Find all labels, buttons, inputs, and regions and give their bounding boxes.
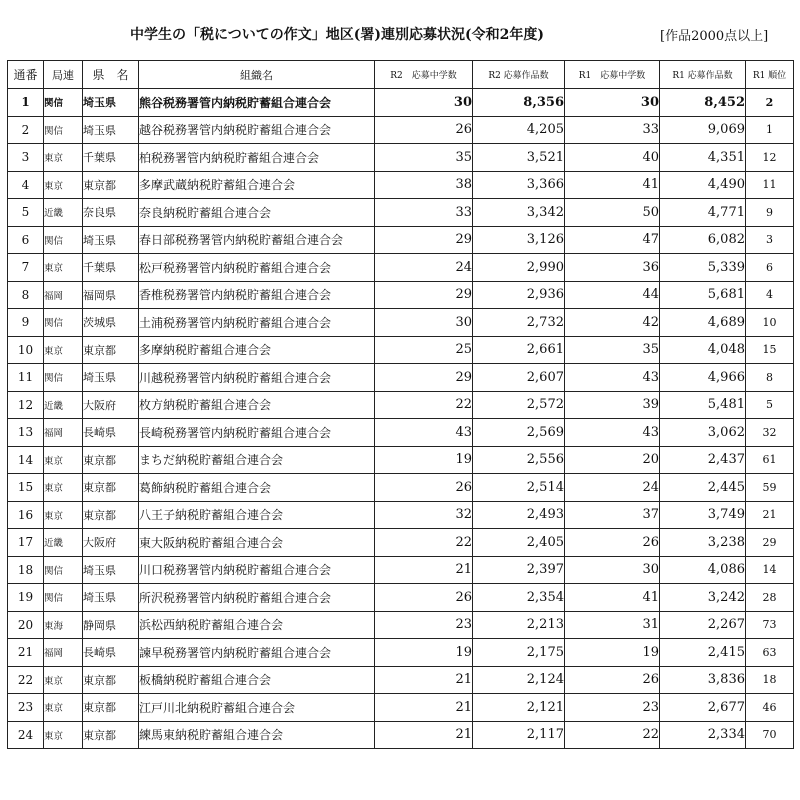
cell-region: 東京 xyxy=(44,694,83,722)
cell-r1-rank: 8 xyxy=(746,364,794,392)
cell-r2-works: 2,405 xyxy=(473,529,565,557)
cell-r1-rank: 59 xyxy=(746,474,794,502)
cell-r2-works: 2,569 xyxy=(473,419,565,447)
cell-r1-schools: 26 xyxy=(565,666,660,694)
cell-no: 16 xyxy=(8,501,44,529)
table-row xyxy=(8,556,794,584)
cell-region: 東京 xyxy=(44,666,83,694)
cell-region: 近畿 xyxy=(44,529,83,557)
table-row xyxy=(8,391,794,419)
document-header xyxy=(0,24,800,44)
cell-r1-rank: 15 xyxy=(746,336,794,364)
cell-r1-schools: 41 xyxy=(565,171,660,199)
cell-r2-works: 3,521 xyxy=(473,144,565,172)
cell-r1-rank: 1 xyxy=(746,116,794,144)
cell-region: 近畿 xyxy=(44,199,83,227)
cell-r1-works: 9,069 xyxy=(660,116,746,144)
cell-r1-schools: 41 xyxy=(565,584,660,612)
cell-pref: 奈良県 xyxy=(83,199,139,227)
cell-org: 東大阪納税貯蓄組合連合会 xyxy=(139,529,375,557)
cell-region: 関信 xyxy=(44,364,83,392)
cell-pref: 東京都 xyxy=(83,501,139,529)
cell-no: 10 xyxy=(8,336,44,364)
cell-org: 奈良納税貯蓄組合連合会 xyxy=(139,199,375,227)
cell-r2-works: 2,990 xyxy=(473,254,565,282)
cell-r2-works: 3,342 xyxy=(473,199,565,227)
header-r2-schools: R2 応募中学数 xyxy=(375,61,473,89)
cell-no: 14 xyxy=(8,446,44,474)
cell-r2-schools: 26 xyxy=(375,584,473,612)
cell-r1-works: 5,481 xyxy=(660,391,746,419)
cell-r1-works: 2,415 xyxy=(660,639,746,667)
cell-r2-works: 2,493 xyxy=(473,501,565,529)
cell-r1-rank: 32 xyxy=(746,419,794,447)
cell-org: 江戸川北納税貯蓄組合連合会 xyxy=(139,694,375,722)
cell-r2-schools: 29 xyxy=(375,226,473,254)
cell-r1-schools: 43 xyxy=(565,419,660,447)
cell-no: 12 xyxy=(8,391,44,419)
cell-region: 東京 xyxy=(44,171,83,199)
header-r1-schools: R1 応募中学数 xyxy=(565,61,660,89)
cell-r1-rank: 21 xyxy=(746,501,794,529)
cell-r2-works: 2,397 xyxy=(473,556,565,584)
table-row xyxy=(8,309,794,337)
cell-r2-works: 2,213 xyxy=(473,611,565,639)
cell-r1-rank: 29 xyxy=(746,529,794,557)
cell-r1-rank: 73 xyxy=(746,611,794,639)
cell-pref: 埼玉県 xyxy=(83,226,139,254)
cell-region: 関信 xyxy=(44,226,83,254)
cell-r2-schools: 23 xyxy=(375,611,473,639)
cell-region: 東京 xyxy=(44,144,83,172)
cell-r2-works: 4,205 xyxy=(473,116,565,144)
cell-r1-schools: 23 xyxy=(565,694,660,722)
cell-org: 諫早税務署管内納税貯蓄組合連合会 xyxy=(139,639,375,667)
cell-r1-works: 3,238 xyxy=(660,529,746,557)
cell-r2-works: 2,514 xyxy=(473,474,565,502)
cell-pref: 東京都 xyxy=(83,171,139,199)
cell-pref: 埼玉県 xyxy=(83,116,139,144)
table-row xyxy=(8,419,794,447)
cell-pref: 長崎県 xyxy=(83,639,139,667)
table-row xyxy=(8,721,794,749)
cell-r1-schools: 33 xyxy=(565,116,660,144)
cell-r1-works: 3,836 xyxy=(660,666,746,694)
cell-org: 多摩武蔵納税貯蓄組合連合会 xyxy=(139,171,375,199)
cell-r1-rank: 2 xyxy=(746,89,794,117)
table-row xyxy=(8,584,794,612)
cell-org: 板橋納税貯蓄組合連合会 xyxy=(139,666,375,694)
cell-no: 9 xyxy=(8,309,44,337)
table-row xyxy=(8,226,794,254)
table-row xyxy=(8,639,794,667)
cell-org: 多摩納税貯蓄組合連合会 xyxy=(139,336,375,364)
table-row xyxy=(8,666,794,694)
cell-r1-schools: 20 xyxy=(565,446,660,474)
cell-pref: 東京都 xyxy=(83,336,139,364)
cell-org: 松戸税務署管内納税貯蓄組合連合会 xyxy=(139,254,375,282)
cell-r1-schools: 43 xyxy=(565,364,660,392)
cell-r1-works: 4,689 xyxy=(660,309,746,337)
cell-r1-works: 4,086 xyxy=(660,556,746,584)
table-row xyxy=(8,144,794,172)
cell-r1-rank: 4 xyxy=(746,281,794,309)
cell-r1-rank: 9 xyxy=(746,199,794,227)
cell-r2-schools: 32 xyxy=(375,501,473,529)
cell-r1-works: 2,267 xyxy=(660,611,746,639)
cell-pref: 大阪府 xyxy=(83,391,139,419)
cell-org: 八王子納税貯蓄組合連合会 xyxy=(139,501,375,529)
cell-r2-works: 2,607 xyxy=(473,364,565,392)
cell-region: 東京 xyxy=(44,254,83,282)
cell-r2-schools: 38 xyxy=(375,171,473,199)
table-row xyxy=(8,474,794,502)
cell-region: 関信 xyxy=(44,89,83,117)
cell-r1-works: 2,677 xyxy=(660,694,746,722)
table-row xyxy=(8,254,794,282)
cell-no: 11 xyxy=(8,364,44,392)
cell-org: 枚方納税貯蓄組合連合会 xyxy=(139,391,375,419)
cell-r1-rank: 6 xyxy=(746,254,794,282)
cell-org: 長崎税務署管内納税貯蓄組合連合会 xyxy=(139,419,375,447)
cell-org: 川口税務署管内納税貯蓄組合連合会 xyxy=(139,556,375,584)
header-r2-works: R2 応募作品数 xyxy=(473,61,565,89)
table-row xyxy=(8,116,794,144)
cell-r2-works: 2,661 xyxy=(473,336,565,364)
cell-r2-schools: 25 xyxy=(375,336,473,364)
cell-no: 6 xyxy=(8,226,44,254)
table-row xyxy=(8,199,794,227)
table-row xyxy=(8,336,794,364)
cell-r1-rank: 3 xyxy=(746,226,794,254)
cell-r2-works: 2,124 xyxy=(473,666,565,694)
cell-region: 福岡 xyxy=(44,281,83,309)
cell-pref: 長崎県 xyxy=(83,419,139,447)
cell-r1-rank: 14 xyxy=(746,556,794,584)
cell-r1-rank: 10 xyxy=(746,309,794,337)
cell-org: 葛飾納税貯蓄組合連合会 xyxy=(139,474,375,502)
cell-pref: 静岡県 xyxy=(83,611,139,639)
cell-no: 20 xyxy=(8,611,44,639)
cell-r2-schools: 30 xyxy=(375,309,473,337)
cell-no: 1 xyxy=(8,89,44,117)
cell-pref: 埼玉県 xyxy=(83,556,139,584)
cell-r1-rank: 70 xyxy=(746,721,794,749)
cell-org: 練馬東納税貯蓄組合連合会 xyxy=(139,721,375,749)
cell-no: 8 xyxy=(8,281,44,309)
cell-pref: 東京都 xyxy=(83,721,139,749)
cell-r2-schools: 43 xyxy=(375,419,473,447)
cell-r2-works: 2,936 xyxy=(473,281,565,309)
cell-region: 東京 xyxy=(44,446,83,474)
table-row xyxy=(8,89,794,117)
cell-region: 近畿 xyxy=(44,391,83,419)
cell-no: 7 xyxy=(8,254,44,282)
cell-r2-works: 2,572 xyxy=(473,391,565,419)
table-row xyxy=(8,611,794,639)
cell-r1-schools: 24 xyxy=(565,474,660,502)
cell-r1-schools: 35 xyxy=(565,336,660,364)
cell-r1-rank: 11 xyxy=(746,171,794,199)
cell-r1-schools: 22 xyxy=(565,721,660,749)
cell-r1-works: 3,062 xyxy=(660,419,746,447)
cell-region: 東海 xyxy=(44,611,83,639)
cell-r2-schools: 30 xyxy=(375,89,473,117)
cell-no: 24 xyxy=(8,721,44,749)
cell-org: まちだ納税貯蓄組合連合会 xyxy=(139,446,375,474)
cell-pref: 千葉県 xyxy=(83,254,139,282)
cell-r1-works: 4,490 xyxy=(660,171,746,199)
cell-r1-schools: 26 xyxy=(565,529,660,557)
cell-r2-works: 2,121 xyxy=(473,694,565,722)
cell-pref: 埼玉県 xyxy=(83,89,139,117)
cell-r2-schools: 24 xyxy=(375,254,473,282)
header-r1-works: R1 応募作品数 xyxy=(660,61,746,89)
cell-r2-works: 2,354 xyxy=(473,584,565,612)
cell-region: 東京 xyxy=(44,501,83,529)
cell-pref: 茨城県 xyxy=(83,309,139,337)
cell-region: 関信 xyxy=(44,309,83,337)
cell-no: 5 xyxy=(8,199,44,227)
cell-r2-schools: 21 xyxy=(375,666,473,694)
cell-org: 越谷税務署管内納税貯蓄組合連合会 xyxy=(139,116,375,144)
table-row xyxy=(8,501,794,529)
cell-region: 関信 xyxy=(44,584,83,612)
document-title: 中学生の「税についての作文」地区(署)連別応募状況(令和2年度) xyxy=(130,27,544,43)
cell-r1-schools: 36 xyxy=(565,254,660,282)
cell-r1-rank: 18 xyxy=(746,666,794,694)
cell-org: 柏税務署管内納税貯蓄組合連合会 xyxy=(139,144,375,172)
cell-no: 3 xyxy=(8,144,44,172)
table-row xyxy=(8,171,794,199)
cell-r1-schools: 37 xyxy=(565,501,660,529)
header-r1-rank: R1 順位 xyxy=(746,61,794,89)
table-row xyxy=(8,529,794,557)
cell-no: 2 xyxy=(8,116,44,144)
cell-r2-works: 3,366 xyxy=(473,171,565,199)
cell-r2-works: 2,175 xyxy=(473,639,565,667)
cell-r1-schools: 44 xyxy=(565,281,660,309)
cell-no: 13 xyxy=(8,419,44,447)
cell-pref: 埼玉県 xyxy=(83,364,139,392)
cell-region: 関信 xyxy=(44,116,83,144)
cell-r1-rank: 63 xyxy=(746,639,794,667)
cell-r2-schools: 21 xyxy=(375,721,473,749)
cell-r2-schools: 19 xyxy=(375,446,473,474)
cell-r2-schools: 29 xyxy=(375,364,473,392)
cell-r1-rank: 12 xyxy=(746,144,794,172)
cell-r1-schools: 50 xyxy=(565,199,660,227)
cell-r2-works: 3,126 xyxy=(473,226,565,254)
cell-r1-rank: 5 xyxy=(746,391,794,419)
cell-region: 東京 xyxy=(44,336,83,364)
cell-no: 4 xyxy=(8,171,44,199)
cell-r1-rank: 28 xyxy=(746,584,794,612)
cell-r1-works: 4,048 xyxy=(660,336,746,364)
cell-r1-works: 4,771 xyxy=(660,199,746,227)
cell-pref: 東京都 xyxy=(83,474,139,502)
cell-r2-schools: 26 xyxy=(375,116,473,144)
cell-no: 23 xyxy=(8,694,44,722)
table-row xyxy=(8,364,794,392)
cell-r1-schools: 39 xyxy=(565,391,660,419)
cell-region: 関信 xyxy=(44,556,83,584)
cell-r1-rank: 61 xyxy=(746,446,794,474)
cell-org: 土浦税務署管内納税貯蓄組合連合会 xyxy=(139,309,375,337)
cell-r2-schools: 22 xyxy=(375,391,473,419)
cell-region: 東京 xyxy=(44,474,83,502)
header-region: 局連 xyxy=(44,61,83,89)
cell-pref: 福岡県 xyxy=(83,281,139,309)
cell-r2-schools: 21 xyxy=(375,694,473,722)
cell-r1-schools: 30 xyxy=(565,89,660,117)
cell-r1-works: 3,749 xyxy=(660,501,746,529)
cell-org: 熊谷税務署管内納税貯蓄組合連合会 xyxy=(139,89,375,117)
header-no: 通番 xyxy=(8,61,44,89)
cell-pref: 大阪府 xyxy=(83,529,139,557)
cell-org: 浜松西納税貯蓄組合連合会 xyxy=(139,611,375,639)
cell-org: 所沢税務署管内納税貯蓄組合連合会 xyxy=(139,584,375,612)
header-pref: 県 名 xyxy=(83,61,139,89)
cell-no: 22 xyxy=(8,666,44,694)
cell-pref: 東京都 xyxy=(83,666,139,694)
cell-r2-schools: 21 xyxy=(375,556,473,584)
cell-r2-schools: 22 xyxy=(375,529,473,557)
cell-r2-schools: 26 xyxy=(375,474,473,502)
cell-pref: 東京都 xyxy=(83,446,139,474)
cell-r1-works: 8,452 xyxy=(660,89,746,117)
cell-r1-works: 2,445 xyxy=(660,474,746,502)
cell-r1-works: 6,082 xyxy=(660,226,746,254)
cell-r1-schools: 19 xyxy=(565,639,660,667)
cell-r2-works: 2,117 xyxy=(473,721,565,749)
cell-r2-schools: 29 xyxy=(375,281,473,309)
cell-r2-works: 2,556 xyxy=(473,446,565,474)
cell-r1-schools: 47 xyxy=(565,226,660,254)
entries-table xyxy=(7,60,794,749)
cell-org: 香椎税務署管内納税貯蓄組合連合会 xyxy=(139,281,375,309)
cell-org: 川越税務署管内納税貯蓄組合連合会 xyxy=(139,364,375,392)
cell-r1-works: 4,351 xyxy=(660,144,746,172)
cell-r1-rank: 46 xyxy=(746,694,794,722)
header-row xyxy=(8,61,794,89)
threshold-note: [作品2000点以上] xyxy=(660,29,769,44)
cell-r2-schools: 19 xyxy=(375,639,473,667)
cell-no: 18 xyxy=(8,556,44,584)
cell-r2-works: 8,356 xyxy=(473,89,565,117)
cell-r2-works: 2,732 xyxy=(473,309,565,337)
cell-region: 東京 xyxy=(44,721,83,749)
cell-r1-schools: 30 xyxy=(565,556,660,584)
cell-r1-schools: 31 xyxy=(565,611,660,639)
cell-no: 21 xyxy=(8,639,44,667)
cell-r2-schools: 35 xyxy=(375,144,473,172)
cell-region: 福岡 xyxy=(44,419,83,447)
header-org: 組織名 xyxy=(139,61,375,89)
cell-no: 19 xyxy=(8,584,44,612)
cell-r1-works: 5,681 xyxy=(660,281,746,309)
cell-r2-schools: 33 xyxy=(375,199,473,227)
cell-r1-schools: 40 xyxy=(565,144,660,172)
cell-pref: 東京都 xyxy=(83,694,139,722)
cell-r1-works: 5,339 xyxy=(660,254,746,282)
table-row xyxy=(8,281,794,309)
cell-r1-works: 2,334 xyxy=(660,721,746,749)
cell-pref: 埼玉県 xyxy=(83,584,139,612)
cell-r1-schools: 42 xyxy=(565,309,660,337)
cell-region: 福岡 xyxy=(44,639,83,667)
cell-org: 春日部税務署管内納税貯蓄組合連合会 xyxy=(139,226,375,254)
cell-r1-works: 4,966 xyxy=(660,364,746,392)
table-row xyxy=(8,694,794,722)
table-row xyxy=(8,446,794,474)
cell-r1-works: 2,437 xyxy=(660,446,746,474)
cell-r1-works: 3,242 xyxy=(660,584,746,612)
cell-no: 17 xyxy=(8,529,44,557)
cell-pref: 千葉県 xyxy=(83,144,139,172)
cell-no: 15 xyxy=(8,474,44,502)
